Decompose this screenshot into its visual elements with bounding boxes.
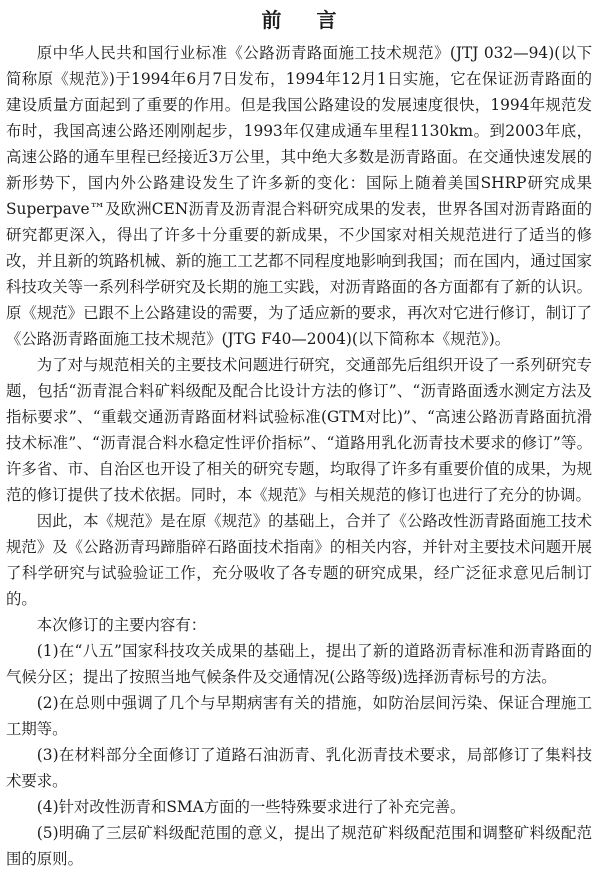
paragraph-compilation-basis: 因此，本《规范》是在原《规范》的基础上，合并了《公路改性沥青路面施工技术规范》及《公路沥青玛蹄脂碎石路面技术指南》的相关内容，并针对主要技术问题开展了科学研究与试验验证工作，充分吸收了各专题的研究成果，经广泛征求意见后制订的。 <box>6 512 592 608</box>
paragraph-research-topics: 为了对与规范相关的主要技术问题进行研究，交通部先后组织开设了一系列研究专题，包括“沥青混合料矿料级配及配合比设计方法的修订”、“沥青路面透水测定方法及指标要求”、“重载交通沥青路面材料试验标准(GTM对比)”、“高速公路沥青路面抗滑技术标准”、“沥青混合料水稳定性评价指标”、“道路用乳化沥青技术要求的修订”等。许多省、市、自治区也开设了相关的研究专题，均取得了许多有重要价值的成果，为规范的修订提供了技术依据。同时，本《规范》与相关规范的修订也进行了充分的协调。 <box>6 356 592 504</box>
list-item-revision-4: (4)针对改性沥青和SMA方面的一些特殊要求进行了补充完善。 <box>36 798 466 816</box>
document-body <box>6 40 592 872</box>
list-item-revision-3: (3)在材料部分全面修订了道路石油沥青、乳化沥青技术要求，局部修订了集料技术要求。 <box>6 746 592 790</box>
paragraph-background: 原中华人民共和国行业标准《公路沥青路面施工技术规范》(JTJ 032—94)(以下简称原《规范》)于1994年6月7日发布，1994年12月1日实施，它在保证沥青路面的建设质量方面起到了重要的作用。但是我国公路建设的发展速度很快，1994年规范发布时，我国高速公路还刚刚起步，1993年仅建成通车里程1130km。到2003年底，高速公路的通车里程已经接近3万公里，其中绝大多数是沥青路面。在交通快速发展的新形势下，国内外公路建设发生了许多新的变化：国际上随着美国SHRP研究成果Superpave™及欧洲CEN沥青及沥青混合料研究成果的发表，世界各国对沥青路面的研究都更深入，得出了许多十分重要的新成果，不少国家对相关规范进行了适当的修改，并且新的筑路机械、新的施工工艺都不同程度地影响到我国；而在国内，通过国家科技攻关等一系列科学研究及长期的施工实践，对沥青路面的各方面都有了新的认识。原《规范》已跟不上公路建设的需要，为了适应新的要求，再次对它进行修订，制订了《公路沥青路面施工技术规范》(JTG F40—2004)(以下简称本《规范》)。 <box>6 44 592 348</box>
list-item-revision-5: (5)明确了三层矿料级配范围的意义，提出了规范矿料级配范围和调整矿料级配范围的原则。 <box>6 824 592 868</box>
list-item-revision-2: (2)在总则中强调了几个与早期病害有关的措施，如防治层间污染、保证合理施工工期等。 <box>6 694 592 738</box>
paragraph-revision-intro: 本次修订的主要内容有： <box>36 616 207 634</box>
page-title: 前 言 <box>261 8 351 32</box>
list-item-revision-1: (1)在“八五”国家科技攻关成果的基础上，提出了新的道路沥青标准和沥青路面的气候分区；提出了按照当地气候条件及交通情况(公路等级)选择沥青标号的方法。 <box>6 642 592 686</box>
